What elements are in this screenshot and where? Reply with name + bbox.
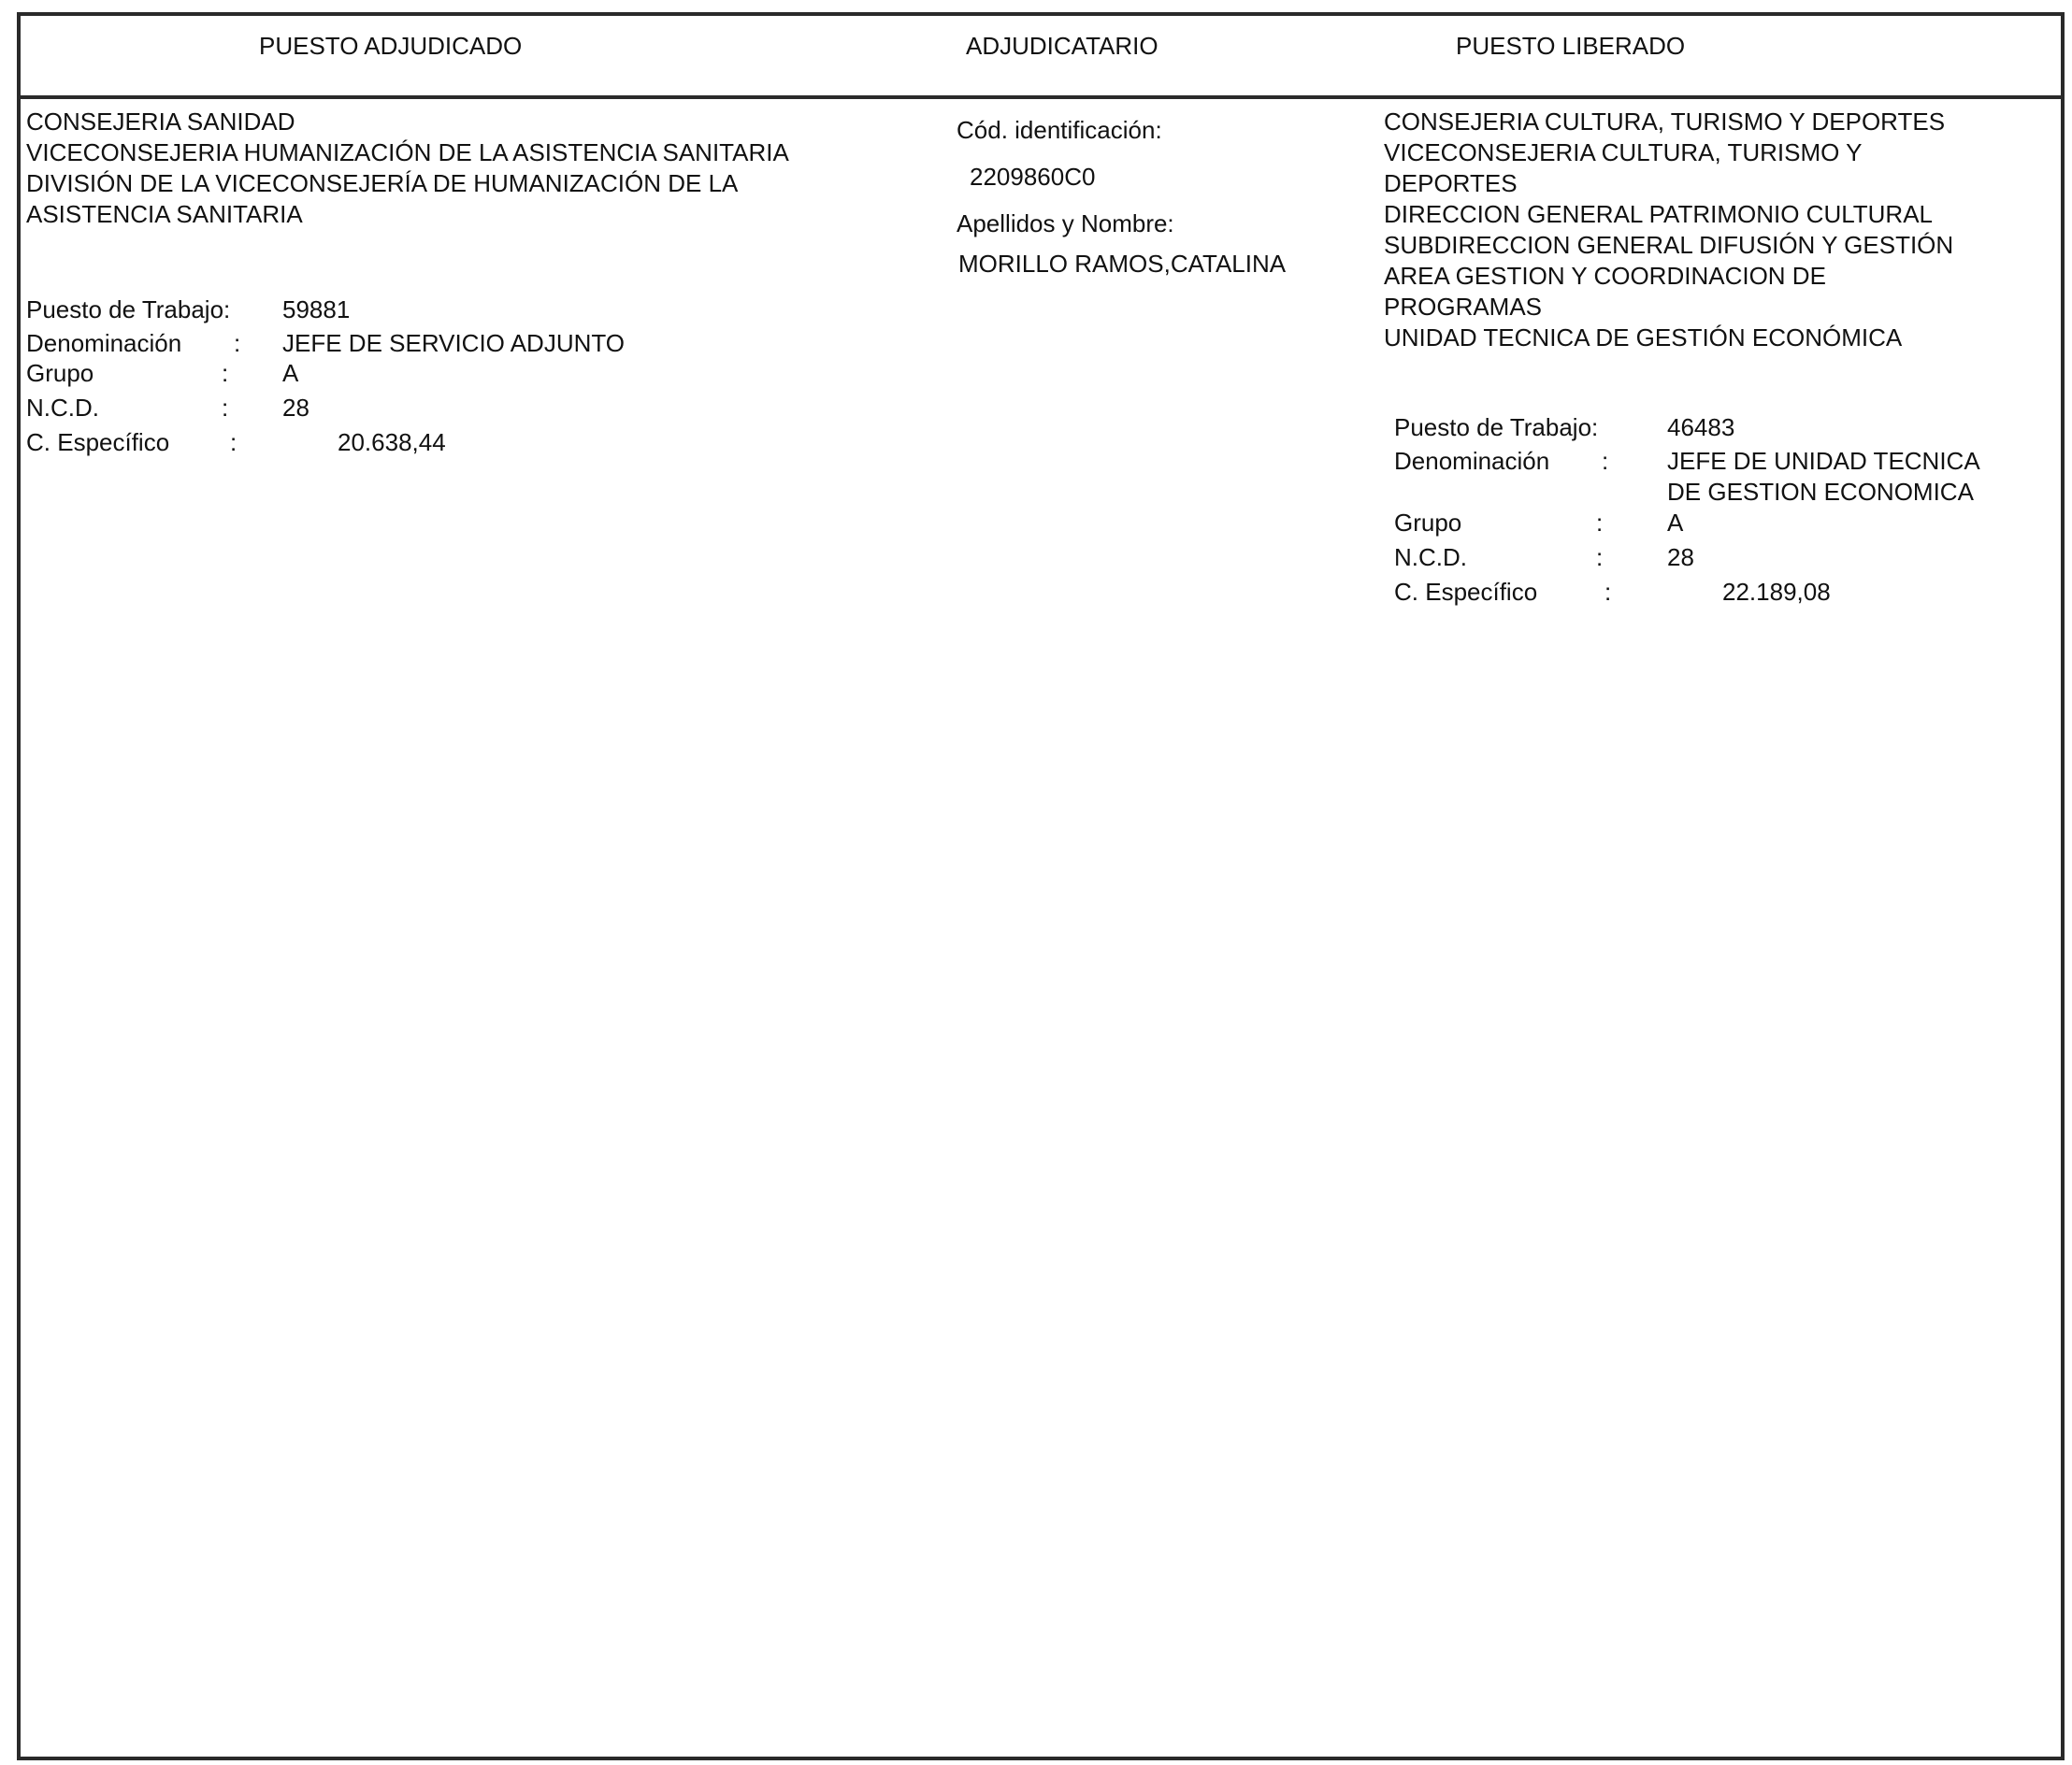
liberado-especifico-colon: :: [1604, 578, 1612, 606]
adjudicado-especifico-colon: :: [230, 428, 237, 456]
adjudicado-especifico-value: 20.638,44: [338, 428, 446, 456]
adjudicatario-nombre-value: MORILLO RAMOS,CATALINA: [958, 250, 1287, 278]
liberado-org-line: VICECONSEJERIA CULTURA, TURISMO Y: [1384, 138, 1863, 166]
adjudicado-puesto-label: Puesto de Trabajo:: [26, 295, 231, 323]
adjudicado-denominacion-colon: :: [234, 329, 241, 357]
header-puesto-adjudicado: PUESTO ADJUDICADO: [259, 32, 523, 60]
adjudicado-org-line: DIVISIÓN DE LA VICECONSEJERÍA DE HUMANIZACIÓN DE LA: [26, 169, 739, 197]
liberado-denominacion-value-line2: DE GESTION ECONOMICA: [1667, 478, 1974, 506]
adjudicado-denominacion-value: JEFE DE SERVICIO ADJUNTO: [282, 329, 626, 357]
adjudicado-organization: [26, 107, 789, 230]
liberado-ncd-colon: :: [1596, 543, 1604, 571]
adjudicado-org-line: VICECONSEJERIA HUMANIZACIÓN DE LA ASISTENCIA SANITARIA: [26, 138, 789, 166]
liberado-ncd-value: 28: [1667, 543, 1694, 571]
liberado-grupo-value: A: [1667, 509, 1684, 537]
liberado-denominacion-colon: :: [1602, 447, 1609, 475]
header-separator: [17, 95, 2065, 99]
liberado-especifico-value: 22.189,08: [1722, 578, 1831, 606]
liberado-org-line: DIRECCION GENERAL PATRIMONIO CULTURAL: [1384, 200, 1933, 228]
liberado-denominacion-value-line1: JEFE DE UNIDAD TECNICA: [1667, 447, 1980, 475]
adjudicatario-nombre-label: Apellidos y Nombre:: [957, 209, 1174, 237]
adjudicado-org-line: ASISTENCIA SANITARIA: [26, 200, 303, 228]
liberado-org-line: DEPORTES: [1384, 169, 1518, 197]
adjudicado-grupo-value: A: [282, 359, 299, 387]
liberado-org-line: AREA GESTION Y COORDINACION DE: [1384, 262, 1826, 290]
adjudicatario-cod-label: Cód. identificación:: [957, 116, 1162, 144]
liberado-grupo-colon: :: [1596, 509, 1604, 537]
header-puesto-liberado: PUESTO LIBERADO: [1456, 32, 1686, 60]
adjudicado-grupo-label: Grupo: [26, 359, 94, 387]
liberado-org-line: CONSEJERIA CULTURA, TURISMO Y DEPORTES: [1384, 108, 1946, 136]
liberado-grupo-label: Grupo: [1394, 509, 1462, 537]
liberado-especifico-label: C. Específico: [1394, 578, 1538, 606]
header-adjudicatario: ADJUDICATARIO: [966, 32, 1158, 60]
adjudicado-ncd-label: N.C.D.: [26, 394, 99, 422]
liberado-puesto-value: 46483: [1667, 413, 1735, 441]
liberado-organization: [1384, 107, 1953, 353]
liberado-puesto-label: Puesto de Trabajo:: [1394, 413, 1599, 441]
adjudicado-denominacion-label: Denominación: [26, 329, 182, 357]
liberado-denominacion-label: Denominación: [1394, 447, 1550, 475]
adjudicado-org-line: CONSEJERIA SANIDAD: [26, 108, 295, 136]
adjudicado-ncd-colon: :: [222, 394, 229, 422]
header-separator-tick: [2061, 95, 2065, 105]
liberado-org-line: SUBDIRECCION GENERAL DIFUSIÓN Y GESTIÓN: [1384, 231, 1954, 259]
adjudicado-puesto-value: 59881: [282, 295, 351, 323]
adjudicado-ncd-value: 28: [282, 394, 309, 422]
liberado-org-line: PROGRAMAS: [1384, 293, 1543, 321]
adjudicado-especifico-label: C. Específico: [26, 428, 170, 456]
adjudicado-grupo-colon: :: [222, 359, 229, 387]
liberado-org-line: UNIDAD TECNICA DE GESTIÓN ECONÓMICA: [1384, 323, 1903, 352]
liberado-ncd-label: N.C.D.: [1394, 543, 1467, 571]
adjudicatario-cod-value: 2209860C0: [970, 163, 1096, 191]
